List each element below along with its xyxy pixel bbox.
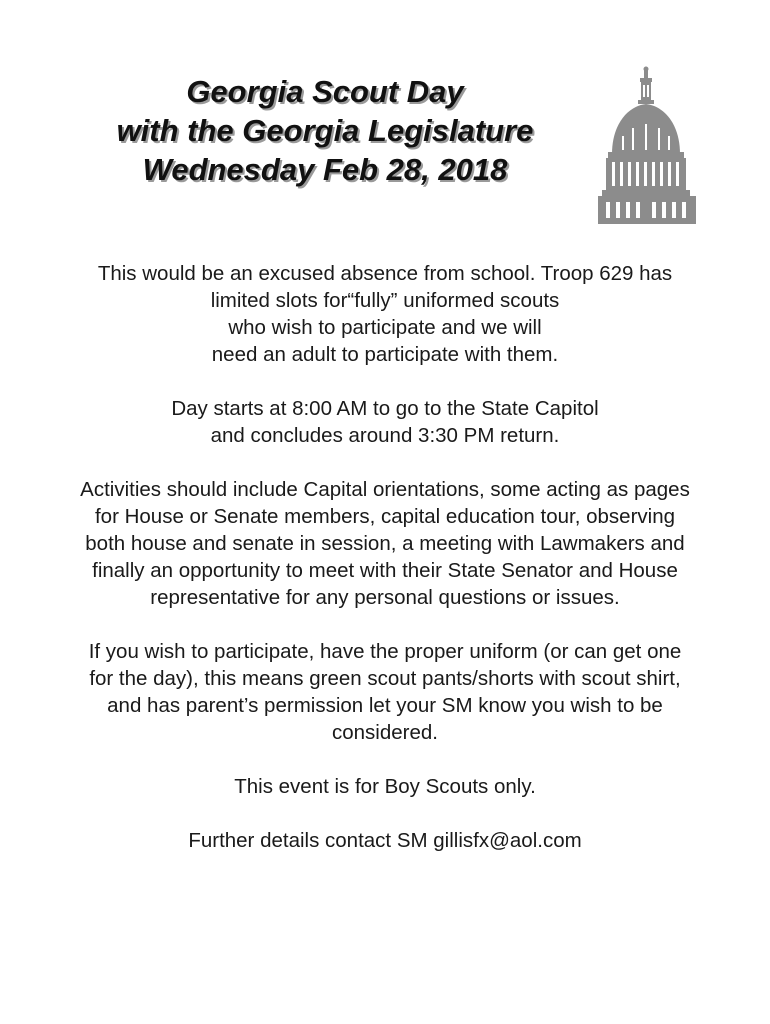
text-line: who wish to participate and we will xyxy=(228,316,542,339)
document-title xyxy=(60,72,590,189)
text-line: Day starts at 8:00 AM to go to the State Capitol xyxy=(171,397,599,420)
text-line: limited slots for“fully” uniformed scouts xyxy=(210,289,560,312)
paragraph-contact xyxy=(20,827,750,854)
paragraph-excused-absence xyxy=(20,260,750,368)
capitol-dome-icon xyxy=(594,66,700,226)
text-line: considered. xyxy=(332,721,438,744)
text-line: for House or Senate members, capital education tour, observing xyxy=(94,505,676,528)
text-line: finally an opportunity to meet with their State Senator and House xyxy=(92,559,678,582)
paragraph-eligibility xyxy=(20,773,750,800)
text-line: If you wish to participate, have the proper uniform (or can get one xyxy=(88,640,682,663)
paragraph-schedule xyxy=(20,395,750,449)
text-line: This event is for Boy Scouts only. xyxy=(234,775,536,798)
title-line-2: with the Georgia Legislature xyxy=(116,113,534,148)
title-line-1: Georgia Scout Day xyxy=(186,74,464,109)
text-line: This would be an excused absence from school. Troop 629 has xyxy=(97,262,673,285)
contact-line: Further details contact SM gillisfx@aol.com xyxy=(188,829,582,852)
text-line: and concludes around 3:30 PM return. xyxy=(210,424,560,447)
text-line: and has parent’s permission let your SM know you wish to be xyxy=(107,694,663,717)
announcement-body xyxy=(20,260,750,881)
paragraph-activities xyxy=(20,476,750,611)
text-line: representative for any personal questions or issues. xyxy=(150,586,620,609)
paragraph-uniform-requirements xyxy=(20,638,750,746)
text-line: for the day), this means green scout pants/shorts with scout shirt, xyxy=(89,667,681,690)
text-line: need an adult to participate with them. xyxy=(211,343,559,366)
title-line-3: Wednesday Feb 28, 2018 xyxy=(142,152,508,187)
text-line: both house and senate in session, a meeting with Lawmakers and xyxy=(85,532,685,555)
text-line: Activities should include Capital orientations, some acting as pages xyxy=(80,478,690,501)
